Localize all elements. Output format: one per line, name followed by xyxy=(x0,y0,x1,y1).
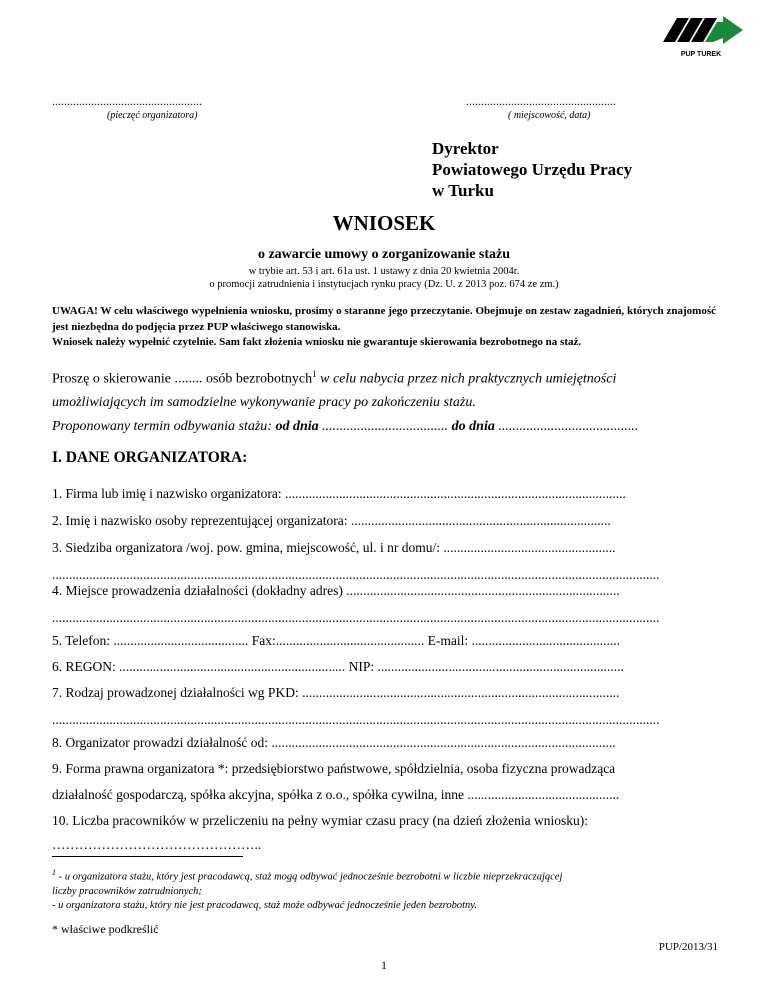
document-title: WNIOSEK xyxy=(332,211,436,235)
field-line: .................................................................................................................................................................................... xyxy=(52,610,660,625)
field-line: .................................................................................................................................................................................... xyxy=(52,712,660,727)
logo-text: PUP TUREK xyxy=(680,51,722,58)
request-line-2: umożliwiających im samodzielne wykonywanie pracy po zakończeniu stażu. xyxy=(52,395,476,410)
pup-turek-logo xyxy=(653,12,743,62)
warning-paragraph: Wniosek należy wypełnić czytelnie. Sam fakt złożenia wniosku nie gwarantuje skierowania bezrobotnego na staż. xyxy=(52,336,582,348)
footnote-line: liczby pracowników zatrudnionych; xyxy=(52,885,202,897)
footnote xyxy=(52,866,716,913)
footnote-line xyxy=(52,899,716,913)
addressee-line: Powiatowego Urzędu Pracy xyxy=(432,160,633,179)
request-text: Proszę o skierowanie ........ osób bezrobotnych xyxy=(52,371,313,387)
field-line: 7. Rodzaj prowadzonej działalności wg PKD: .............................................................................................. xyxy=(52,685,620,700)
footnote-number: 1 xyxy=(52,868,56,877)
footnote-ref: 1 xyxy=(312,369,317,379)
field-line: działalność gospodarczą, spółka akcyjna, spółka z o.o., spółka cywilna, inne ............................................. xyxy=(52,787,620,802)
document-subtitle: o zawarcie umowy o zorganizowanie stażu xyxy=(257,247,511,262)
addressee-line: Dyrektor xyxy=(432,139,499,158)
term-line xyxy=(52,419,716,435)
place-date-dots: .................................................. xyxy=(466,94,616,108)
from-label: od dnia xyxy=(275,419,319,434)
page-number: 1 xyxy=(381,958,387,972)
place-date-caption: ( miejscowość, data) xyxy=(508,110,591,121)
term-label: Proponowany termin odbywania stażu: xyxy=(52,419,276,434)
addressee xyxy=(432,138,632,201)
document-code: PUP/2013/31 xyxy=(658,941,718,953)
legal-basis-line-1: w trybie art. 53 i art. 61a ust. 1 ustawy z dnia 20 kwietnia 2004r. xyxy=(248,266,520,277)
to-dots: ........................................ xyxy=(494,419,639,434)
field-line: 8. Organizator prowadzi działalność od: ...................................................................................................... xyxy=(52,735,616,750)
field-line: .................................................................................................................................................................................... xyxy=(52,567,660,582)
to-label: do dnia xyxy=(451,419,495,434)
footnote-text: - u organizatora stażu, który nie jest pracodawcą, staż może odbywać jednocześnie jeden bezrobotny. xyxy=(52,899,478,911)
warning-notice xyxy=(52,304,716,351)
request-line-1 xyxy=(52,369,716,388)
field-line: 3. Siedziba organizatora /woj. pow. gmina, miejscowość, ul. i nr domu/: ................................................... xyxy=(52,540,616,555)
footnote-line xyxy=(52,866,716,885)
warning-paragraph: UWAGA! W celu właściwego wypełnienia wniosku, prosimy o staranne jego przeczytanie. Obejmuje on zestaw zagadnień, których znajomość jest niezbędna do podjęcia przez PUP właściwego stanowiska. xyxy=(52,305,716,333)
footnote-rule xyxy=(52,856,243,857)
field-line: 9. Forma prawna organizatora *: przedsiębiorstwo państwowe, spółdzielnia, osoba fizyczna prowadząca xyxy=(52,761,616,776)
field-line: ……………………………………….. xyxy=(52,837,262,852)
request-text-italic: w celu nabycia przez nich praktycznych umiejętności xyxy=(316,371,617,387)
field-line: 4. Miejsce prowadzenia działalności (dokładny adres) ................................................................................. xyxy=(52,583,620,598)
field-line: 2. Imię i nazwisko osoby reprezentującej organizatora: ............................................................................. xyxy=(52,513,611,528)
stamp-caption: (pieczęć organizatora) xyxy=(107,110,198,121)
footnote-text: - u organizatora stażu, który jest pracodawcą, staż mogą odbywać jednocześnie bezrobotni w liczbie nieprzekraczającej xyxy=(56,871,563,883)
field-line: 1. Firma lub imię i nazwisko organizatora: ..................................................................................................... xyxy=(52,486,626,501)
underline-note: * właściwe podkreślić xyxy=(52,922,159,936)
field-line: 10. Liczba pracowników w przeliczeniu na pełny wymiar czasu pracy (na dzień złożenia wniosku): xyxy=(52,813,589,828)
field-line: 6. REGON: ................................................................... NIP: ......................................................................... xyxy=(52,659,624,674)
stamp-dots: .................................................. xyxy=(52,94,202,108)
legal-basis-line-2: o promocji zatrudnienia i instytucjach rynku pracy (Dz. U. z 2013 poz. 674 ze zm.) xyxy=(209,279,559,290)
addressee-line: w Turku xyxy=(432,181,494,200)
from-dots: .................................... xyxy=(318,419,452,434)
field-line: 5. Telefon: ........................................ Fax:............................................ E-mail: ............................................ xyxy=(52,633,621,648)
section-title: I. DANE ORGANIZATORA: xyxy=(52,449,248,466)
